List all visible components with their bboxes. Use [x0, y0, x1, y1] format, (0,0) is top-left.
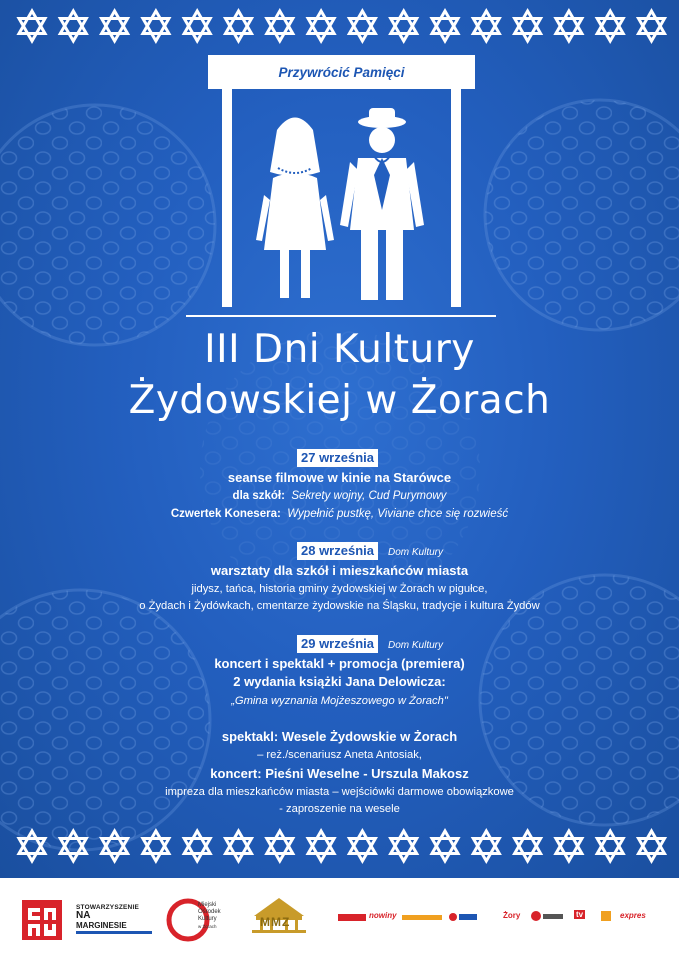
day2-detail-1: jidysz, tańca, historia gminy żydowskiej w Żorach w pigułce,: [191, 583, 488, 595]
page-title: III Dni Kultury: [204, 327, 475, 372]
mok-line1: Miejski: [198, 902, 217, 908]
mok-line4: w Żorach: [198, 924, 217, 929]
bride-and-groom-icon: [240, 100, 440, 310]
day3-headline-1: koncert i spektakl + promocja (premiera): [214, 656, 465, 671]
star-of-david-row-bottom: [0, 826, 679, 866]
association-line3: MARGINESIE: [76, 921, 127, 930]
day3-director: – reż./scenariusz Aneta Antosiak,: [257, 749, 422, 761]
day1-schools-films: Sekrety wojny, Cud Purymowy: [291, 490, 447, 502]
divider: [186, 315, 496, 317]
date-badge-day1: 27 września: [297, 449, 378, 467]
day3-headline-2: 2 wydania książki Jana Delowicza:: [233, 674, 446, 689]
association-line1: STOWARZYSZENIE: [76, 904, 139, 911]
mok-line3: Kultury: [198, 916, 217, 922]
media-logo-expres: expres: [620, 911, 646, 920]
day3-spectacle: spektakl: Wesele Żydowskie w Żorach: [221, 729, 458, 744]
media-logo-nowiny: nowiny: [369, 911, 397, 920]
chuppah-canopy: [208, 55, 475, 89]
day1-thursday: [0, 508, 679, 520]
day1-schools: [0, 490, 679, 502]
association-line2: NA: [76, 910, 91, 921]
media-logo-tv: tv: [576, 910, 584, 919]
day3-concert: koncert: Pieśni Weselne - Urszula Makosz: [210, 766, 469, 781]
media-logo-8-icon: [601, 911, 611, 921]
mok-logo-text: [198, 902, 221, 930]
chuppah-pole-right: [451, 89, 461, 307]
media-logo-zory: Żory: [503, 911, 521, 920]
sponsors-strip: [0, 878, 679, 960]
association-logo: [76, 904, 152, 934]
media-logo-6-icon: [530, 909, 564, 923]
day3-book-title: „Gmina wyznania Mojżeszowego w Żorach": [231, 695, 448, 707]
day2-venue: Dom Kultury: [388, 547, 444, 558]
day3-info-2: - zaproszenie na wesele: [279, 803, 400, 815]
date-badge-day2: 28 września: [297, 542, 378, 560]
city-logo-icon: [22, 900, 62, 940]
museum-logo-text: MMZ: [260, 915, 291, 929]
day1-thursday-label: Czwertek Konesera:: [170, 508, 281, 520]
day1-headline: seanse filmowe w kinie na Starówce: [227, 470, 452, 485]
day1-schools-label: dla szkół:: [232, 490, 285, 502]
association-underline: [76, 931, 152, 934]
tagline: Przywrócić Pamięci: [278, 64, 405, 80]
media-logo-3-icon: [402, 915, 442, 920]
day2-headline: warsztaty dla szkół i mieszkańców miasta: [210, 563, 469, 578]
media-logo-1-icon: [338, 914, 366, 921]
page-title-line2: Żydowskiej w Żorach: [128, 378, 551, 423]
day1-thursday-films: Wypełnić pustkę, Viviane chce się rozwieść: [287, 508, 509, 520]
mok-line2: Ośrodek: [198, 909, 221, 915]
day3-info-1: impreza dla mieszkańców miasta – wejściówki darmowe obowiązkowe: [165, 786, 514, 798]
day3-venue: Dom Kultury: [388, 640, 444, 651]
day2-detail-2: o Żydach i Żydówkach, cmentarze żydowskie na Śląsku, tradycje i kultura Żydów: [139, 600, 540, 612]
star-of-david-row-top: [0, 6, 679, 46]
chuppah-pole-left: [222, 89, 232, 307]
date-badge-day3: 29 września: [297, 635, 378, 653]
media-logo-4-icon: [448, 910, 478, 924]
